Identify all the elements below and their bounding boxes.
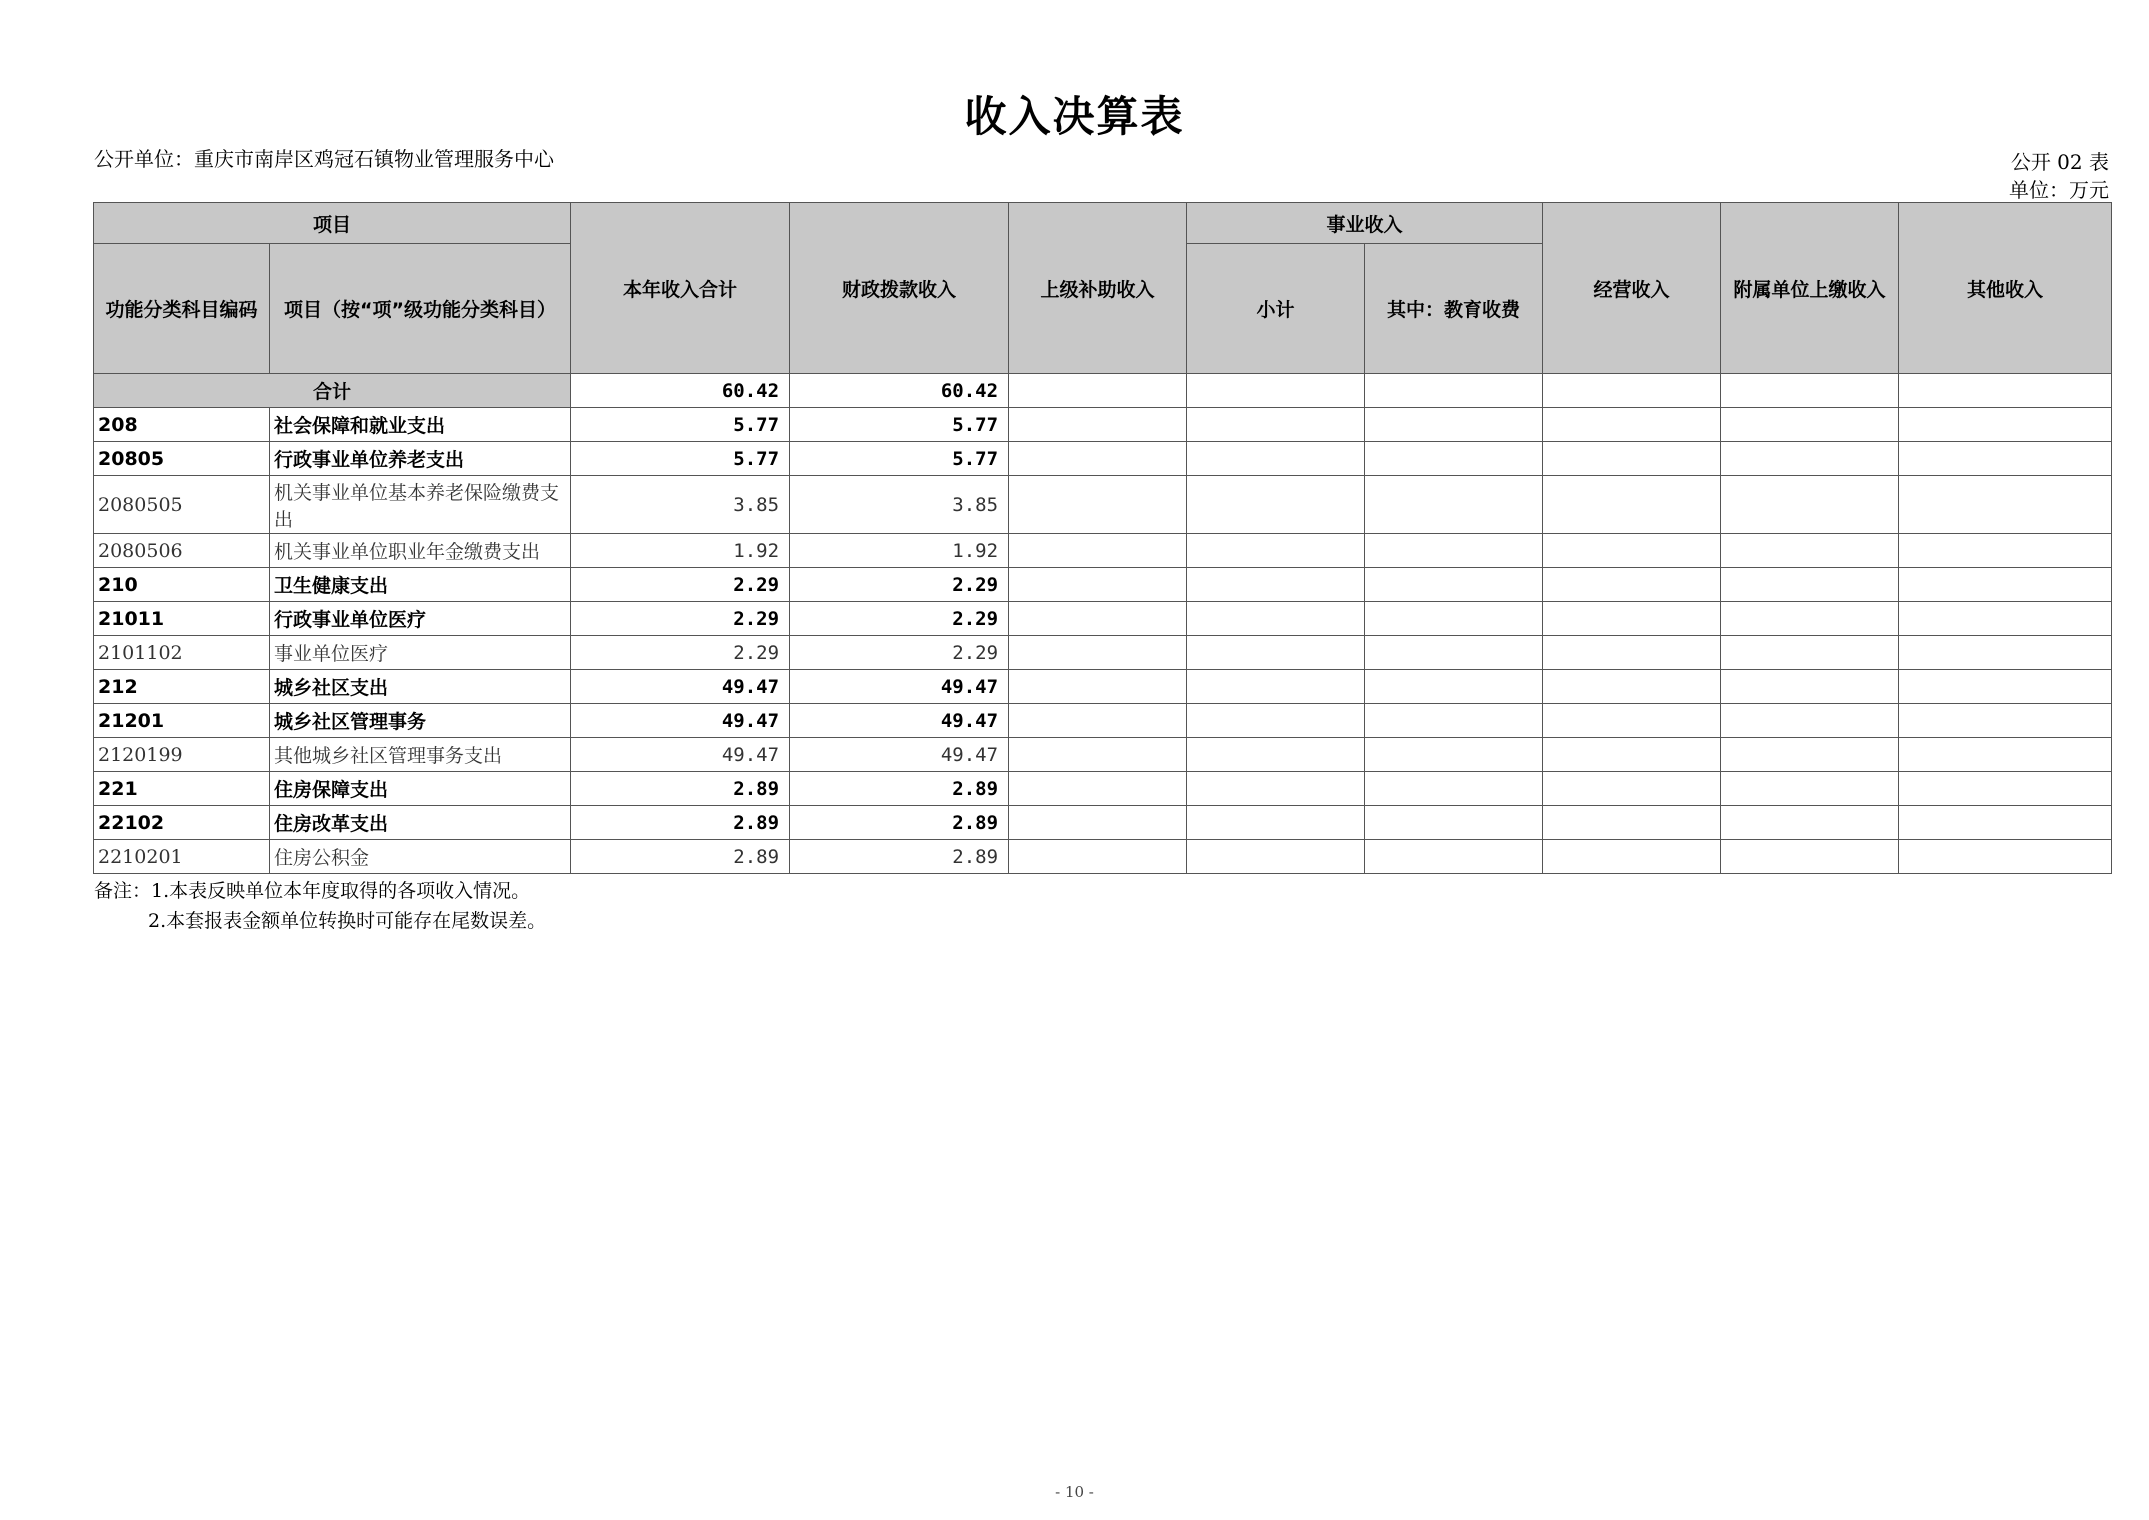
total-fiscal-cell: 60.42 [790, 374, 1009, 408]
empty-cell [1187, 442, 1365, 476]
money-unit: 单位：万元 [2009, 178, 2109, 202]
empty-cell [1187, 738, 1365, 772]
code-cell: 2101102 [94, 636, 270, 670]
empty-cell [1543, 670, 1721, 704]
total-income-cell: 60.42 [571, 374, 790, 408]
table-row [94, 704, 2112, 738]
empty-cell [1543, 738, 1721, 772]
empty-cell [1899, 408, 2112, 442]
note-2: 2.本套报表金额单位转换时可能存在尾数误差。 [148, 910, 547, 932]
name-cell: 住房保障支出 [270, 772, 571, 806]
name-cell: 行政事业单位养老支出 [270, 442, 571, 476]
empty-cell [1543, 704, 1721, 738]
empty-cell [1009, 806, 1187, 840]
total-income-cell: 5.77 [571, 442, 790, 476]
table-row [94, 568, 2112, 602]
empty-cell [1187, 670, 1365, 704]
empty-cell [1365, 840, 1543, 874]
code-cell: 2080506 [94, 534, 270, 568]
code-cell: 21201 [94, 704, 270, 738]
name-cell: 社会保障和就业支出 [270, 408, 571, 442]
empty-cell [1899, 806, 2112, 840]
empty-cell [1365, 568, 1543, 602]
table-row [94, 772, 2112, 806]
header-business-income: 事业收入 [1187, 203, 1543, 244]
name-cell: 事业单位医疗 [270, 636, 571, 670]
total-label: 合计 [94, 374, 571, 408]
table-row [94, 806, 2112, 840]
header-fiscal-income: 财政拨款收入 [790, 203, 1009, 374]
empty-cell [1365, 738, 1543, 772]
total-income-cell: 49.47 [571, 704, 790, 738]
total-income-cell: 2.89 [571, 806, 790, 840]
table-row [94, 442, 2112, 476]
code-cell: 2080505 [94, 476, 270, 534]
empty-cell [1721, 476, 1899, 534]
name-cell: 其他城乡社区管理事务支出 [270, 738, 571, 772]
header-code: 功能分类科目编码 [94, 244, 270, 374]
fiscal-income-cell: 5.77 [790, 408, 1009, 442]
empty-cell [1365, 670, 1543, 704]
header-operating-income: 经营收入 [1543, 203, 1721, 374]
table-row [94, 636, 2112, 670]
empty-cell [1009, 534, 1187, 568]
empty-cell [1009, 738, 1187, 772]
fiscal-income-cell: 2.89 [790, 772, 1009, 806]
table-row [94, 534, 2112, 568]
empty-cell [1365, 442, 1543, 476]
empty-cell [1721, 704, 1899, 738]
empty-cell [1365, 476, 1543, 534]
empty-cell [1899, 476, 2112, 534]
empty-cell [1543, 568, 1721, 602]
empty-cell [1721, 602, 1899, 636]
empty-cell [1721, 408, 1899, 442]
table-row [94, 602, 2112, 636]
table-row [94, 738, 2112, 772]
empty-cell [1365, 602, 1543, 636]
table-row [94, 476, 2112, 534]
name-cell: 卫生健康支出 [270, 568, 571, 602]
empty-cell [1721, 806, 1899, 840]
empty-cell [1721, 772, 1899, 806]
empty-cell [1009, 840, 1187, 874]
empty-cell [1009, 408, 1187, 442]
total-income-cell: 2.89 [571, 840, 790, 874]
empty-cell [1365, 806, 1543, 840]
total-income-cell: 2.89 [571, 772, 790, 806]
empty-cell [1543, 772, 1721, 806]
header-total-income: 本年收入合计 [571, 203, 790, 374]
empty-cell [1721, 534, 1899, 568]
header-item: 项目 [94, 203, 571, 244]
empty-cell [1187, 840, 1365, 874]
empty-cell [1721, 374, 1899, 408]
table-row [94, 670, 2112, 704]
empty-cell [1009, 476, 1187, 534]
empty-cell [1009, 772, 1187, 806]
name-cell: 住房改革支出 [270, 806, 571, 840]
code-cell: 212 [94, 670, 270, 704]
empty-cell [1543, 636, 1721, 670]
form-number: 公开 02 表 [2010, 150, 2109, 174]
empty-cell [1899, 670, 2112, 704]
header-affiliated-income: 附属单位上缴收入 [1721, 203, 1899, 374]
empty-cell [1187, 602, 1365, 636]
income-table [93, 202, 2112, 874]
total-income-cell: 49.47 [571, 670, 790, 704]
fiscal-income-cell: 49.47 [790, 670, 1009, 704]
total-income-cell: 2.29 [571, 602, 790, 636]
fiscal-income-cell: 49.47 [790, 704, 1009, 738]
empty-cell [1187, 534, 1365, 568]
empty-cell [1187, 636, 1365, 670]
code-cell: 22102 [94, 806, 270, 840]
code-cell: 221 [94, 772, 270, 806]
empty-cell [1187, 568, 1365, 602]
empty-cell [1365, 374, 1543, 408]
code-cell: 21011 [94, 602, 270, 636]
fiscal-income-cell: 2.89 [790, 840, 1009, 874]
empty-cell [1187, 408, 1365, 442]
name-cell: 城乡社区管理事务 [270, 704, 571, 738]
table-row [94, 840, 2112, 874]
empty-cell [1721, 442, 1899, 476]
code-cell: 2210201 [94, 840, 270, 874]
empty-cell [1009, 670, 1187, 704]
code-cell: 210 [94, 568, 270, 602]
name-cell: 行政事业单位医疗 [270, 602, 571, 636]
notes [94, 876, 546, 936]
header-name: 项目（按“项”级功能分类科目） [270, 244, 571, 374]
empty-cell [1721, 568, 1899, 602]
code-cell: 208 [94, 408, 270, 442]
empty-cell [1009, 602, 1187, 636]
total-income-cell: 1.92 [571, 534, 790, 568]
table-row [94, 408, 2112, 442]
empty-cell [1187, 704, 1365, 738]
empty-cell [1009, 704, 1187, 738]
header-superior-subsidy: 上级补助收入 [1009, 203, 1187, 374]
empty-cell [1721, 738, 1899, 772]
empty-cell [1365, 636, 1543, 670]
empty-cell [1009, 442, 1187, 476]
total-income-cell: 2.29 [571, 636, 790, 670]
empty-cell [1543, 476, 1721, 534]
total-income-cell: 3.85 [571, 476, 790, 534]
empty-cell [1365, 704, 1543, 738]
total-income-cell: 2.29 [571, 568, 790, 602]
empty-cell [1899, 374, 2112, 408]
total-row [94, 374, 2112, 408]
empty-cell [1365, 772, 1543, 806]
empty-cell [1543, 602, 1721, 636]
fiscal-income-cell: 3.85 [790, 476, 1009, 534]
empty-cell [1721, 670, 1899, 704]
fiscal-income-cell: 1.92 [790, 534, 1009, 568]
header-other-income: 其他收入 [1899, 203, 2112, 374]
empty-cell [1899, 840, 2112, 874]
fiscal-income-cell: 2.29 [790, 568, 1009, 602]
fiscal-income-cell: 2.89 [790, 806, 1009, 840]
empty-cell [1187, 806, 1365, 840]
empty-cell [1187, 374, 1365, 408]
code-cell: 2120199 [94, 738, 270, 772]
empty-cell [1543, 442, 1721, 476]
name-cell: 机关事业单位职业年金缴费支出 [270, 534, 571, 568]
page-number: - 10 - [1055, 1483, 1094, 1501]
code-cell: 20805 [94, 442, 270, 476]
name-cell: 城乡社区支出 [270, 670, 571, 704]
empty-cell [1365, 408, 1543, 442]
empty-cell [1899, 704, 2112, 738]
empty-cell [1899, 442, 2112, 476]
fiscal-income-cell: 2.29 [790, 636, 1009, 670]
note-1: 备注：1.本表反映单位本年度取得的各项收入情况。 [94, 880, 531, 902]
total-income-cell: 5.77 [571, 408, 790, 442]
empty-cell [1899, 636, 2112, 670]
header-subtotal: 小计 [1187, 244, 1365, 374]
empty-cell [1009, 374, 1187, 408]
empty-cell [1187, 476, 1365, 534]
empty-cell [1899, 534, 2112, 568]
empty-cell [1899, 602, 2112, 636]
page-title: 收入决算表 [964, 92, 1185, 141]
empty-cell [1009, 568, 1187, 602]
empty-cell [1721, 636, 1899, 670]
empty-cell [1899, 738, 2112, 772]
name-cell: 住房公积金 [270, 840, 571, 874]
empty-cell [1899, 568, 2112, 602]
empty-cell [1543, 806, 1721, 840]
empty-cell [1543, 840, 1721, 874]
reporting-unit: 公开单位：重庆市南岸区鸡冠石镇物业管理服务中心 [94, 147, 554, 171]
fiscal-income-cell: 49.47 [790, 738, 1009, 772]
fiscal-income-cell: 2.29 [790, 602, 1009, 636]
empty-cell [1009, 636, 1187, 670]
name-cell: 机关事业单位基本养老保险缴费支出 [270, 476, 571, 534]
empty-cell [1543, 534, 1721, 568]
empty-cell [1721, 840, 1899, 874]
fiscal-income-cell: 5.77 [790, 442, 1009, 476]
header-education-fees: 其中：教育收费 [1365, 244, 1543, 374]
empty-cell [1543, 374, 1721, 408]
total-income-cell: 49.47 [571, 738, 790, 772]
empty-cell [1899, 772, 2112, 806]
empty-cell [1543, 408, 1721, 442]
empty-cell [1365, 534, 1543, 568]
empty-cell [1187, 772, 1365, 806]
